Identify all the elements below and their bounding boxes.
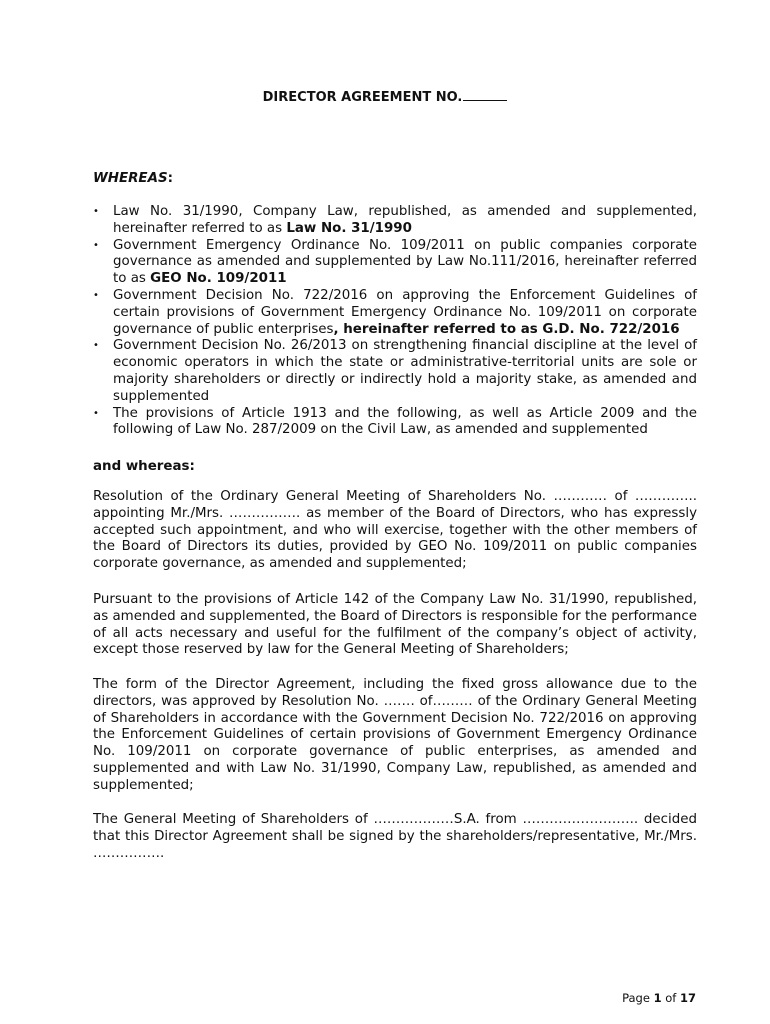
recital-text: Government Emergency Ordinance No. 109/2011 on public companies corporate governance as amended and supplemented by Law No.111/2016, hereinafter referred to as: [113, 237, 697, 287]
recital-defined-term: Law No. 31/1990: [286, 220, 412, 236]
bullet-icon: •: [93, 289, 99, 301]
paragraph-pursuant: Pursuant to the provisions of Article 142 of the Company Law No. 31/1990, republished, as amended and supplemented, the Board of Directors is responsible for the performance of all acts necessary and useful for the fulfilment of the company’s object of activity, except those reserved by law for the General Meeting of Shareholders;: [93, 592, 697, 658]
recital-text: Government Decision No. 722/2016 on approving the Enforcement Guidelines of certain provisions of Government Emergency Ordinance No. 109/2011 on corporate governance of public enterprises: [113, 287, 697, 337]
recital-item: [93, 204, 697, 238]
whereas-colon: :: [167, 171, 173, 186]
recital-item: [93, 338, 697, 405]
whereas-label: WHEREAS: [93, 171, 168, 186]
current-page-number: 1: [653, 991, 662, 1005]
total-page-count: 17: [679, 991, 696, 1005]
bullet-icon: •: [93, 407, 99, 419]
recital-defined-term: , hereinafter referred to as G.D. No. 722/2016: [333, 321, 680, 337]
title-text: DIRECTOR AGREEMENT NO.: [262, 90, 463, 105]
agreement-number-blank: [463, 88, 507, 101]
recital-text: The provisions of Article 1913 and the following, as well as Article 2009 and the following of Law No. 287/2009 on the Civil Law, as amended and supplemented: [113, 405, 697, 438]
recital-item: [93, 288, 697, 338]
recital-item: [93, 406, 697, 440]
whereas-heading: [93, 171, 173, 188]
recitals-list: [93, 204, 697, 439]
recital-text: Government Decision No. 26/2013 on strengthening financial discipline at the level of economic operators in which the state or administrative-territorial units are sole or majority shareholders or directly or indirectly hold a majority stake, as amended and supplemented: [113, 338, 697, 404]
paragraph-resolution: Resolution of the Ordinary General Meeting of Shareholders No. ………… of ………….. appointing Mr./Mrs. ……………. as member of the Board of Directors, who has expressly accepted such appointment, and who will exercise, together with the other members of the Board of Directors its duties, provided by GEO No. 109/2011 on public companies corporate governance, as amended and supplemented;: [93, 489, 697, 572]
and-whereas-heading: and whereas:: [93, 459, 195, 474]
paragraph-agreement-form: The form of the Director Agreement, including the fixed gross allowance due to the directors, was approved by Resolution No. ……. of……… of the Ordinary General Meeting of Shareholders in accordance with the Government Decision No. 722/2016 on approving the Enforcement Guidelines of certain provisions of Government Emergency Ordinance No. 109/2011 on corporate governance of public enterprises, as amended and supplemented and with Law No. 31/1990, Company Law, republished, as amended and supplemented;: [93, 677, 697, 793]
page-number-footer: [622, 990, 696, 1007]
paragraph-general-meeting: The General Meeting of Shareholders of ………………S.A. from …………………….. decided that this Director Agreement shall be signed by the shareholders/representative, Mr./Mrs. …………….: [93, 812, 697, 861]
recital-defined-term: GEO No. 109/2011: [150, 271, 287, 287]
of-label: of: [665, 991, 677, 1005]
document-title: [0, 88, 770, 107]
bullet-icon: •: [93, 340, 99, 352]
recital-item: [93, 238, 697, 288]
page-label: Page: [622, 991, 650, 1005]
bullet-icon: •: [93, 239, 99, 251]
recital-text: Law No. 31/1990, Company Law, republished, as amended and supplemented, hereinafter referred to as: [113, 204, 697, 236]
bullet-icon: •: [93, 206, 99, 217]
